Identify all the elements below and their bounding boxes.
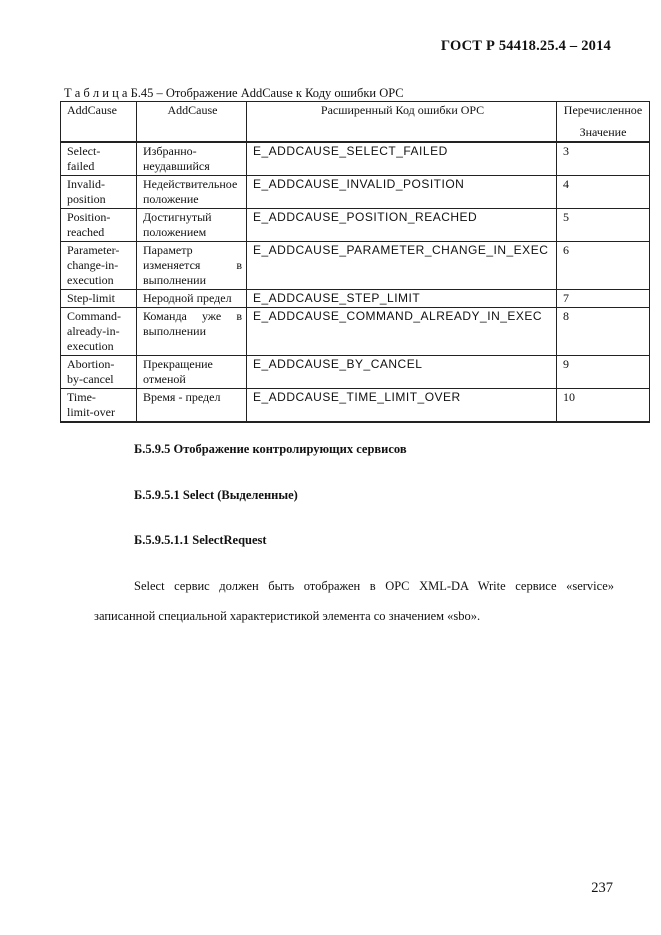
addcause-name-cell [61,356,137,389]
addcause-description-cell [137,176,247,209]
opc-error-code-cell: E_ADDCAUSE_BY_CANCEL [247,356,557,389]
addcause-description-line: Достигнутый [143,210,212,224]
table-caption: Т а б л и ц а Б.45 – Отображение AddCause к Коду ошибки OPC [64,86,404,100]
opc-error-code-cell: E_ADDCAUSE_POSITION_REACHED [247,209,557,242]
addcause-name-line: Time- [67,390,96,404]
enumerated-value-cell: 3 [557,142,650,176]
addcause-name-cell [61,290,137,308]
addcause-name-line: Select- [67,144,101,158]
addcause-description-line: изменяется в [143,258,242,272]
enumerated-value-cell: 9 [557,356,650,389]
section-heading-b5-9-5: Б.5.9.5 Отображение контролирующих сервисов [134,442,407,456]
addcause-description-line: выполнении [143,273,206,287]
addcause-description-line: положением [143,225,207,239]
body-paragraph-line2: записанной специальной характеристикой элемента со значением «sbo». [94,609,481,623]
table-row [61,242,650,290]
addcause-description-line: Избранно- [143,144,197,158]
addcause-description-line: Прекращение [143,357,213,371]
addcause-description-line: Время - предел [143,390,221,404]
addcause-name-line: change-in- [67,258,119,272]
column-header-enumerated-line1: Перечисленное [563,103,643,117]
addcause-description-line: Недействительное [143,177,238,191]
enumerated-value-cell: 10 [557,389,650,423]
table-row [61,290,650,308]
addcause-name-line: Invalid- [67,177,105,191]
column-header-enumerated-line2: Значение [579,125,627,139]
addcause-description-line: положение [143,192,199,206]
table-row [61,176,650,209]
addcause-description-line: выполнении [143,324,206,338]
addcause-description-line: неудавшийся [143,159,210,173]
addcause-description-cell [137,290,247,308]
table-row [61,308,650,356]
addcause-name-cell [61,242,137,290]
addcause-description-cell [137,242,247,290]
addcause-name-line: position [67,192,106,206]
addcause-description-cell [137,209,247,242]
enumerated-value-cell: 6 [557,242,650,290]
addcause-description-cell [137,308,247,356]
addcause-name-cell [61,308,137,356]
enumerated-value-cell: 5 [557,209,650,242]
body-paragraph [94,571,614,631]
addcause-description-line: Неродной предел [143,291,232,305]
addcause-description-line: Команда уже в [143,309,242,323]
column-header-enumerated [557,102,650,143]
column-header-addcause-2: AddCause [137,102,247,143]
addcause-table [60,101,650,423]
table-row [61,389,650,423]
section-heading-b5-9-5-1: Б.5.9.5.1 Select (Выделенные) [134,488,298,502]
column-header-opc-code: Расширенный Код ошибки OPC [247,102,557,143]
opc-error-code-cell: E_ADDCAUSE_SELECT_FAILED [247,142,557,176]
addcause-name-line: Step-limit [67,291,115,305]
addcause-name-cell [61,209,137,242]
addcause-description-cell [137,389,247,423]
table-row [61,356,650,389]
addcause-name-line: Abortion- [67,357,115,371]
addcause-name-line: execution [67,339,114,353]
addcause-name-line: Position- [67,210,111,224]
opc-error-code-cell: E_ADDCAUSE_TIME_LIMIT_OVER [247,389,557,423]
addcause-name-cell [61,389,137,423]
addcause-name-cell [61,176,137,209]
enumerated-value-cell: 7 [557,290,650,308]
opc-error-code-cell: E_ADDCAUSE_STEP_LIMIT [247,290,557,308]
standard-header: ГОСТ Р 54418.25.4 – 2014 [440,38,611,54]
table-row [61,142,650,176]
addcause-description-line: Параметр [143,243,193,257]
addcause-name-line: failed [67,159,95,173]
addcause-name-line: execution [67,273,114,287]
addcause-name-line: limit-over [67,405,115,419]
body-paragraph-line1: Select сервис должен быть отображен в OPC XML-DA Write сервисе «service» [134,579,614,593]
table-header-row [61,102,650,143]
addcause-name-cell [61,142,137,176]
opc-error-code-cell: E_ADDCAUSE_COMMAND_ALREADY_IN_EXEC [247,308,557,356]
column-header-addcause-1: AddCause [61,102,137,143]
opc-error-code-cell: E_ADDCAUSE_PARAMETER_CHANGE_IN_EXEC [247,242,557,290]
section-heading-b5-9-5-1-1: Б.5.9.5.1.1 SelectRequest [134,533,267,547]
addcause-name-line: Parameter- [67,243,120,257]
enumerated-value-cell: 8 [557,308,650,356]
addcause-name-line: Command- [67,309,121,323]
page-number: 237 [591,880,613,896]
addcause-name-line: already-in- [67,324,120,338]
table-row [61,209,650,242]
addcause-name-line: by-cancel [67,372,114,386]
addcause-description-line: отменой [143,372,186,386]
addcause-description-cell [137,142,247,176]
opc-error-code-cell: E_ADDCAUSE_INVALID_POSITION [247,176,557,209]
addcause-name-line: reached [67,225,105,239]
addcause-description-cell [137,356,247,389]
enumerated-value-cell: 4 [557,176,650,209]
